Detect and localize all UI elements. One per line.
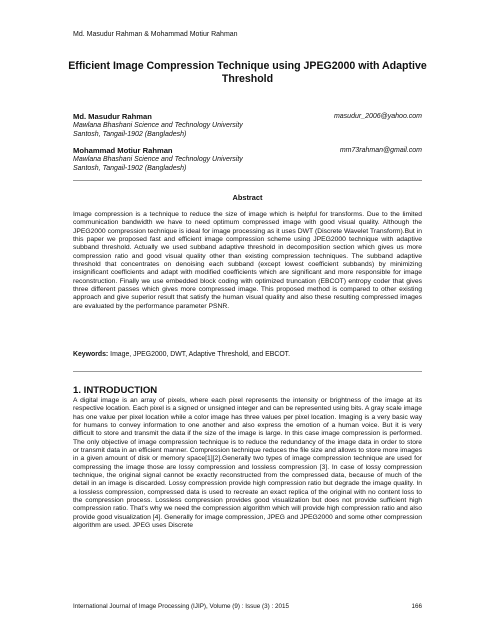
journal-footer: International Journal of Image Processing (IJIP), Volume (9) : Issue (3) : 2015 bbox=[73, 603, 289, 610]
author-affiliation: Mawlana Bhashani Science and Technology University bbox=[73, 156, 243, 163]
author-address: Santosh, Tangail-1902 (Bangladesh) bbox=[73, 131, 187, 138]
author-name: Mohammad Motiur Rahman bbox=[73, 146, 173, 155]
author-email: mm73rahman@gmail.com bbox=[339, 147, 422, 154]
abstract-text: Image compression is a technique to reduce the size of image which is helpful for transforms. Due to the limited communication bandwidth we have to need optimum compressed image with good visual quality. Although the JPEG2000 compression technique is ideal for image processing as it uses DWT (Discrete Wavelet Transform).But in this paper we proposed fast and efficient image compression scheme using JPEG2000 technique with adaptive subband threshold. Actually we used subband adaptive threshold in decomposition section which gives us more compression ratio and good visual quality other than existing compression techniques. The subband adaptive threshold that concentrates on denoising each subband (except lowest coefficient subbands) by minimizing insignificant coefficients and adapt with modified coefficients which are significant and more responsible for image reconstruction. Finally we use embedded block coding with optimized truncation (EBCOT) entropy coder that gives three different passes which gives more compressed image. This proposed method is compared to other existing approach and give superior result that satisfy the human visual quality and also these resulting compressed images are evaluated by the performance parameter PSNR. bbox=[73, 211, 422, 310]
author-name: Md. Masudur Rahman bbox=[73, 112, 152, 121]
page-number: 166 bbox=[411, 603, 422, 610]
abstract-heading: Abstract bbox=[232, 193, 263, 202]
author-address: Santosh, Tangail-1902 (Bangladesh) bbox=[73, 165, 187, 172]
keywords-text: Image, JPEG2000, DWT, Adaptive Threshold, and EBCOT. bbox=[110, 351, 291, 358]
author-block-2 bbox=[73, 146, 422, 173]
keywords-label: Keywords: bbox=[73, 351, 109, 358]
author-block-1 bbox=[73, 112, 422, 139]
author-email: masudur_2006@yahoo.com bbox=[333, 113, 422, 120]
paper-title: Efficient Image Compression Technique using JPEG2000 with Adaptive Threshold bbox=[68, 60, 427, 85]
introduction-text: A digital image is an array of pixels, where each pixel represents the intensity or brightness of the image at its respective location. Each pixel is a signed or unsigned integer and can be represented using bits. A gray scale image has one value per pixel location while a color image has three values per pixel location. Imaging is a very basic way for humans to convey information to one another and also express the emotion of a human voice. But it is very difficult to store and transmit the data if the size of the image is large. In this case image compression is performed. The only objective of image compression technique is to reduce the redundancy of the image data in order to store or transmit data in an efficient manner. Compression technique reduces the file size and allows to store more images in a given amount of disk or memory space[1][2].Generally two types of image compression technique are used for compressing the image those are lossy compression and lossless compression [3]. In case of lossy compression technique, the original signal cannot be exactly reconstructed from the compressed data, because of much of the detail in an image is discarded. Lossy compression provide high compression ratio but degrade the image quality. In a lossless compression, compressed data is used to recreate an exact replica of the original with no content loss to the compression process. Lossless compression provides good visualization but does not provide sufficient high compression ratio. That's why we need the compression algorithm which will provide high compression ratio and also provide good visualization [4]. Generally for image compression, JPEG and JPEG2000 and some other compression algorithm are used. JPEG uses Discrete bbox=[73, 397, 422, 530]
running-head: Md. Masudur Rahman & Mohammad Motiur Rahman bbox=[73, 31, 238, 38]
keywords-line bbox=[73, 351, 422, 358]
section-heading: 1. INTRODUCTION bbox=[73, 385, 158, 396]
divider-rule bbox=[73, 371, 422, 372]
author-affiliation: Mawlana Bhashani Science and Technology University bbox=[73, 122, 243, 129]
divider-rule bbox=[73, 180, 422, 181]
